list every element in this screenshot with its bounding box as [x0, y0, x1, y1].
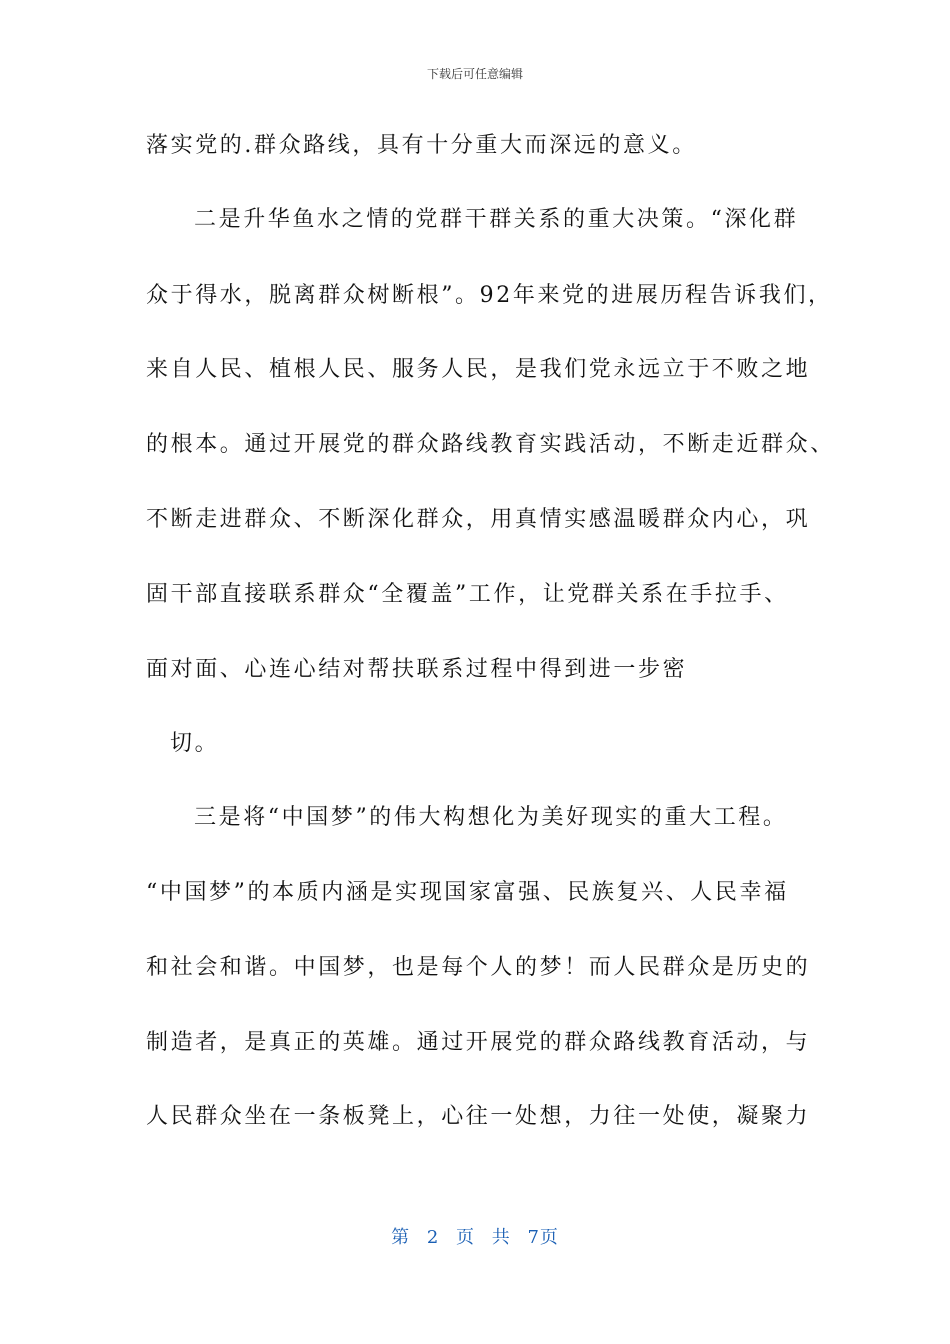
footer-label-gong: 共: [491, 1227, 511, 1248]
text-line: 二是升华鱼水之情的党群干群关系的重大决策。“深化群: [194, 207, 799, 232]
footer-label-ye: 页: [456, 1227, 475, 1248]
text-line: 落实党的.群众路线，具有十分重大而深远的意义。: [146, 133, 697, 158]
text-line: 固干部直接联系群众“全覆盖”工作，让党群关系在手拉手、: [146, 582, 789, 607]
text-line: 的根本。通过开展党的群众路线教育实践活动，不断走近群众、: [146, 432, 835, 457]
text-line: 面对面、心连心结对帮扶联系过程中得到进一步密: [146, 657, 688, 682]
footer-label-di: 第: [391, 1227, 411, 1248]
text-line: 众于得水，脱离群众树断根”。92年来党的进展历程告诉我们，: [146, 283, 833, 308]
text-line: 三是将“中国梦”的伟大构想化为美好现实的重大工程。: [194, 805, 788, 830]
footer-total-pages: 7页: [527, 1227, 559, 1248]
text-line: 切。: [170, 731, 220, 756]
text-line: 和社会和谐。中国梦，也是每个人的梦！而人民群众是历史的: [146, 955, 811, 980]
text-line: 来自人民、植根人民、服务人民，是我们党永远立于不败之地: [146, 357, 811, 382]
page-footer: [0, 1226, 950, 1250]
page-header: 下载后可任意编辑: [426, 67, 523, 81]
text-line: 不断走进群众、不断深化群众，用真情实感温暖群众内心，巩: [146, 507, 811, 532]
footer-current-page: 2: [426, 1227, 440, 1248]
text-line: 制造者，是真正的英雄。通过开展党的群众路线教育活动，与: [146, 1030, 811, 1055]
text-line: 人民群众坐在一条板凳上，心往一处想，力往一处使，凝聚力: [146, 1104, 811, 1129]
text-line: “中国梦”的本质内涵是实现国家富强、民族复兴、人民幸福: [146, 880, 789, 905]
